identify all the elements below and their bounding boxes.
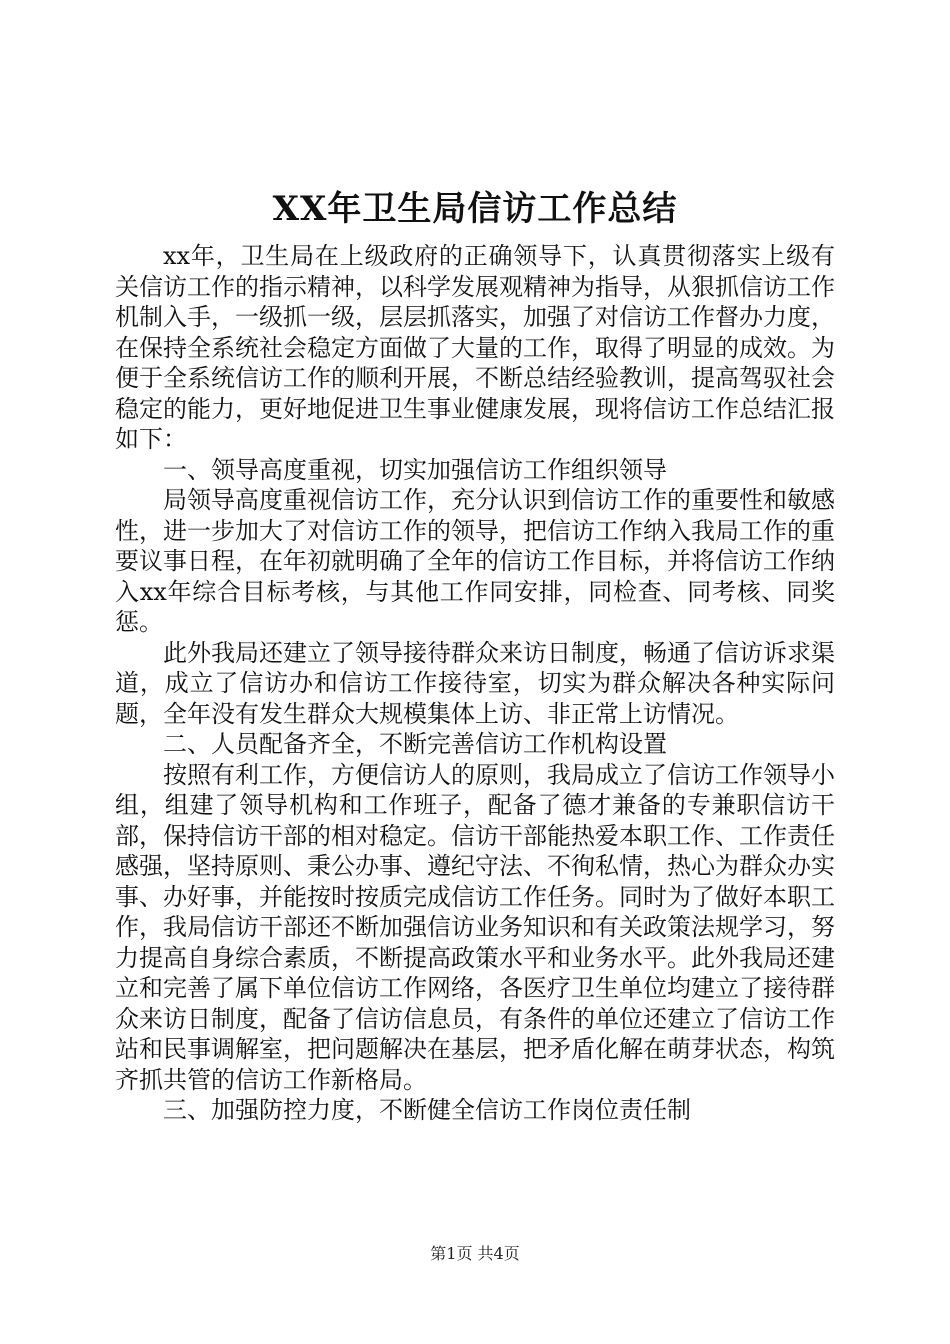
document-title: XX年卫生局信访工作总结 <box>272 189 678 229</box>
page-indicator: 第1页 共4页 <box>430 1244 520 1263</box>
section-heading-3: 三、加强防控力度，不断健全信访工作岗位责任制 <box>163 1096 691 1124</box>
document-body <box>115 241 835 1126</box>
paragraph-intro: xx年，卫生局在上级政府的正确领导下，认真贯彻落实上级有关信访工作的指示精神，以科学发展观精神为指导，从狠抓信访工作机制入手，一级抓一级，层层抓落实，加强了对信访工作督办力度，在保持全系统社会稳定方面做了大量的工作，取得了明显的成效。为便于全系统信访工作的顺利开展，不断总结经验教训，提高驾驭社会稳定的能力，更好地促进卫生事业健康发展，现将信访工作总结汇报如下： <box>115 242 835 453</box>
section-heading-2: 二、人员配备齐全，不断完善信访工作机构设置 <box>163 730 667 758</box>
section-heading-1: 一、领导高度重视，切实加强信访工作组织领导 <box>163 455 667 484</box>
paragraph-section-1a: 局领导高度重视信访工作，充分认识到信访工作的重要性和敏感性，进一步加大了对信访工作的领导，把信访工作纳入我局工作的重要议事日程，在年初就明确了全年的信访工作目标，并将信访工作纳入xx年综合目标考核，与其他工作同安排，同检查、同考核、同奖惩。 <box>115 486 835 636</box>
paragraph-section-1b: 此外我局还建立了领导接待群众来访日制度，畅通了信访诉求渠道，成立了信访办和信访工作接待室，切实为群众解决各种实际问题，全年没有发生群众大规模集体上访、非正常上访情况。 <box>115 638 835 728</box>
paragraph-section-2: 按照有利工作，方便信访人的原则，我局成立了信访工作领导小组，组建了领导机构和工作班子，配备了德才兼备的专兼职信访干部，保持信访干部的相对稳定。信访干部能热爱本职工作、工作责任感强，坚持原则、秉公办事、遵纪守法、不徇私情，热心为群众办实事、办好事，并能按时按质完成信访工作任务。同时为了做好本职工作，我局信访干部还不断加强信访业务知识和有关政策法规学习，努力提高自身综合素质，不断提高政策水平和业务水平。此外我局还建立和完善了属下单位信访工作网络，各医疗卫生单位均建立了接待群众来访日制度，配备了信访信息员，有条件的单位还建立了信访工作站和民事调解室，把问题解决在基层，把矛盾化解在萌芽状态，构筑齐抓共管的信访工作新格局。 <box>115 760 835 1094</box>
